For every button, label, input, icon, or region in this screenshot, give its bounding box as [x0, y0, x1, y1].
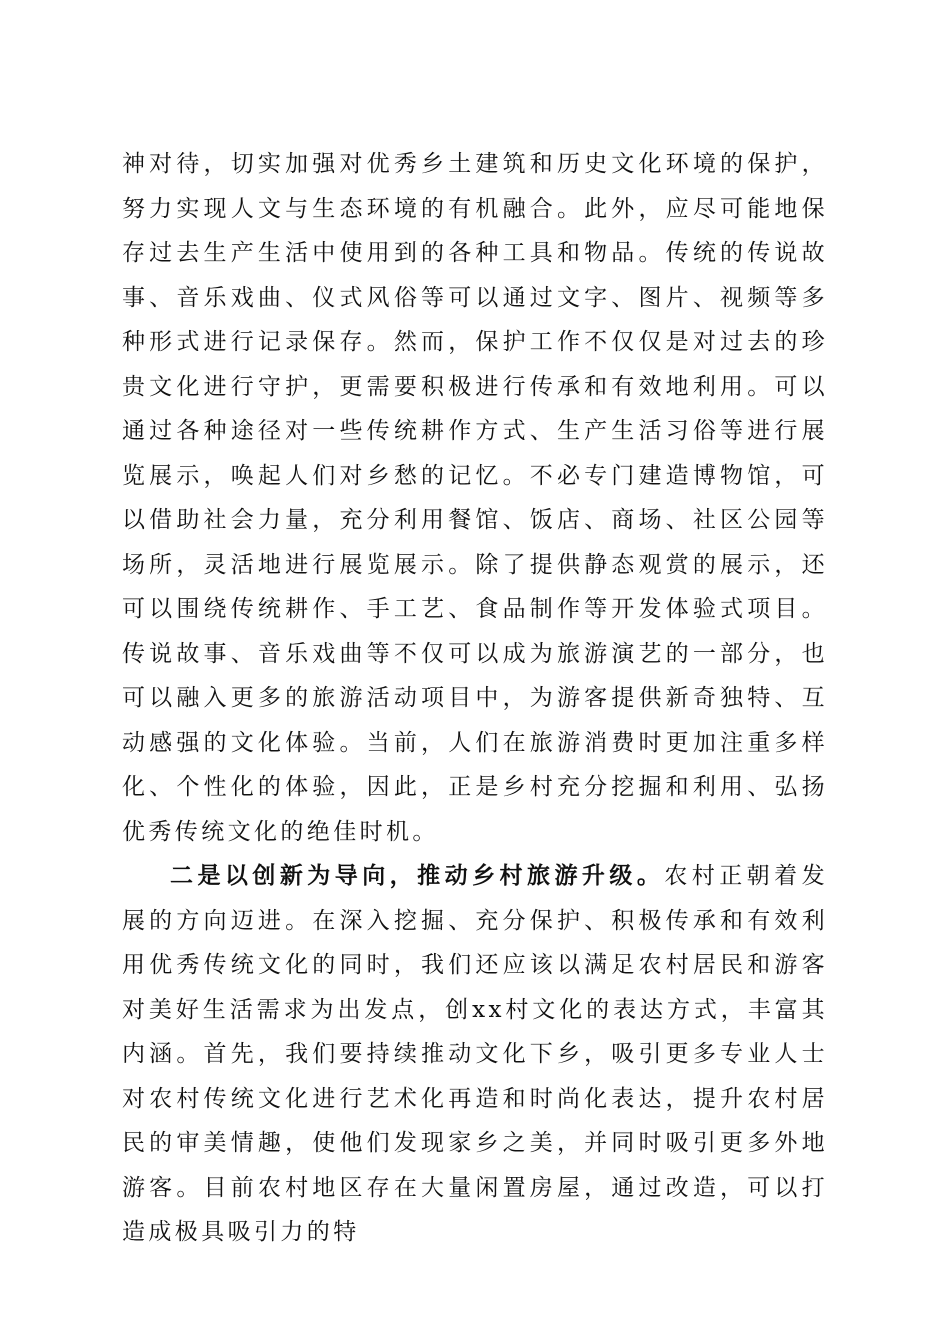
paragraph-2-lead: 二是以创新为导向，推动乡村旅游升级。	[170, 862, 665, 889]
paragraph-2-text: 农村正朝着发展的方向迈进。在深入挖掘、充分保护、积极传承和有效利用优秀传统文化的同时，我们还应该以满足农村居民和游客对美好生活需求为出发点，创xx村文化的表达方式，丰富其内涵。首先，我们要持续推动文化下乡，吸引更多专业人士对农村传统文化进行艺术化再造和时尚化表达，提升农村居民的审美情趣，使他们发现家乡之美，并同时吸引更多外地游客。目前农村地区存在大量闲置房屋，通过改造，可以打造成极具吸引力的特	[122, 863, 828, 1245]
body-text	[122, 142, 828, 1255]
paragraph-1-text: 神对待，切实加强对优秀乡土建筑和历史文化环境的保护，努力实现人文与生态环境的有机融合。此外，应尽可能地保存过去生产生活中使用到的各种工具和物品。传统的传说故事、音乐戏曲、仪式风俗等可以通过文字、图片、视频等多种形式进行记录保存。然而，保护工作不仅仅是对过去的珍贵文化进行守护，更需要积极进行传承和有效地利用。可以通过各种途径对一些传统耕作方式、生产生活习俗等进行展览展示，唤起人们对乡愁的记忆。不必专门建造博物馆，可以借助社会力量，充分利用餐馆、饭店、商场、社区公园等场所，灵活地进行展览展示。除了提供静态观赏的展示，还可以围绕传统耕作、手工艺、食品制作等开发体验式项目。传说故事、音乐戏曲等不仅可以成为旅游演艺的一部分，也可以融入更多的旅游活动项目中，为游客提供新奇独特、互动感强的文化体验。当前，人们在旅游消费时更加注重多样化、个性化的体验，因此，正是乡村充分挖掘和利用、弘扬优秀传统文化的绝佳时机。	[122, 151, 828, 845]
paragraph-2	[122, 854, 828, 1255]
paragraph-1	[122, 142, 828, 854]
